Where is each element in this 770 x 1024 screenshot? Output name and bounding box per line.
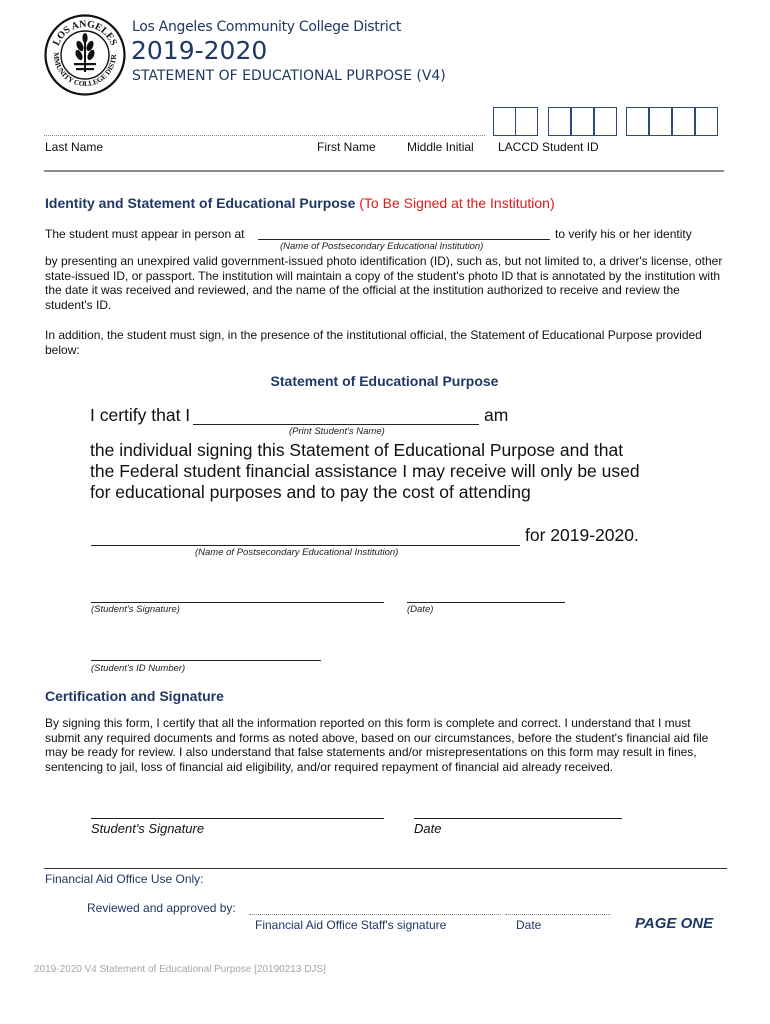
student-id-caption: (Student's ID Number) — [91, 663, 186, 674]
logo-top-text: LOS ANGELES — [51, 18, 119, 48]
student-id-box[interactable] — [493, 107, 516, 136]
statement-institution-field[interactable] — [91, 545, 520, 546]
logo-bottom-text: MMUNITY COLLEGE DISTR — [51, 52, 119, 89]
office-heading: Financial Aid Office Use Only: — [45, 872, 204, 886]
identity-line1-start: The student must appear in person at — [45, 227, 245, 241]
student-id-box[interactable] — [626, 107, 649, 136]
student-id-box[interactable] — [695, 107, 718, 136]
for-year: for 2019-2020. — [525, 525, 639, 545]
identity-line1-end: to verify his or her identity — [555, 227, 692, 241]
reviewed-label: Reviewed and approved by: — [87, 901, 236, 915]
identity-paragraph-1: by presenting an unexpired valid government-issued photo identification (ID), such as, but not limited to, a driver's license, other state-issued ID, or passport. The institution will maintain a copy of the student's photo ID that is annotated by the institution with the date it was received and reviewed, and the name of the official at the institution authorized to receive and review the student's ID. — [45, 254, 723, 312]
date-caption: (Date) — [407, 604, 434, 615]
office-divider — [44, 868, 727, 869]
form-title: STATEMENT OF EDUCATIONAL PURPOSE (V4) — [132, 68, 446, 84]
statement-body: the individual signing this Statement of Educational Purpose and that the Federal student financial assistance I may receive will only be used for educational purposes and to pay the cost of attending — [90, 440, 640, 502]
institution-field[interactable] — [258, 239, 550, 240]
final-signature-label: Student's Signature — [91, 821, 205, 836]
certification-heading: Certification and Signature — [45, 688, 224, 704]
statement-institution-caption: (Name of Postsecondary Educational Institution) — [195, 547, 399, 558]
district-name: Los Angeles Community College District — [132, 19, 402, 35]
student-id-box[interactable] — [515, 107, 538, 136]
page-label: PAGE ONE — [635, 915, 714, 932]
signature-caption: (Student's Signature) — [91, 604, 180, 615]
certification-body: By signing this form, I certify that all the information reported on this form is complete and correct. I understand that I must submit any required documents and forms as noted above, based on our circumstances, before the student's financial aid file may be ready for review. I also understand that false statements and/or misrepresentations on this form may result in fines, sentencing to jail, loss of financial aid eligibility, and/or required repayment of financial aid already received. — [45, 716, 709, 774]
district-logo — [44, 14, 126, 96]
identity-heading — [45, 195, 555, 211]
last-name-label: Last Name — [45, 140, 104, 154]
final-signature-field[interactable] — [91, 818, 384, 819]
student-id-label: LACCD Student ID — [498, 140, 599, 154]
staff-signature-field[interactable] — [249, 914, 501, 915]
certify-end: am — [484, 405, 509, 425]
print-name-caption: (Print Student's Name) — [289, 426, 385, 437]
student-id-box[interactable] — [672, 107, 695, 136]
student-id-box[interactable] — [548, 107, 571, 136]
staff-date-field[interactable] — [505, 914, 611, 915]
middle-initial-label: Middle Initial — [407, 140, 474, 154]
institution-caption: (Name of Postsecondary Educational Institution) — [280, 241, 484, 252]
form-year: 2019-2020 — [131, 36, 268, 65]
statement-heading: Statement of Educational Purpose — [270, 373, 499, 389]
staff-signature-label: Financial Aid Office Staff's signature — [255, 918, 447, 932]
identity-heading-text: Identity and Statement of Educational Purpose — [45, 195, 356, 211]
staff-date-label: Date — [516, 918, 542, 932]
footer-text: 2019-2020 V4 Statement of Educational Purpose [20190213 DJS] — [34, 964, 326, 975]
identity-paragraph-2: In addition, the student must sign, in the presence of the institutional official, the Statement of Educational Purpose provided below: — [45, 328, 702, 357]
name-line[interactable] — [44, 135, 485, 136]
print-name-field[interactable] — [193, 424, 479, 425]
student-id-box[interactable] — [649, 107, 672, 136]
student-signature-field[interactable] — [91, 602, 384, 603]
section-divider — [44, 170, 724, 172]
student-id-box[interactable] — [594, 107, 617, 136]
final-date-field[interactable] — [414, 818, 622, 819]
student-id-field[interactable] — [91, 660, 321, 661]
identity-heading-note: (To Be Signed at the Institution) — [359, 195, 555, 211]
student-id-box[interactable] — [571, 107, 594, 136]
date-field[interactable] — [407, 602, 565, 603]
first-name-label: First Name — [317, 140, 376, 154]
certify-start: I certify that I — [90, 405, 191, 425]
final-date-label: Date — [414, 821, 442, 836]
